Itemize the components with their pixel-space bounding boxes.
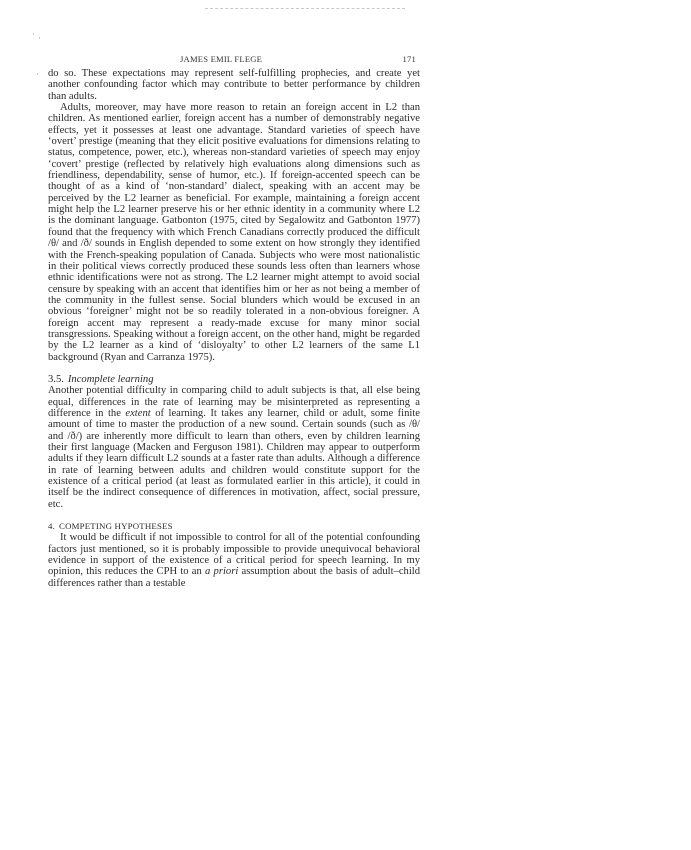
emphasis-a-priori: a priori: [205, 566, 239, 578]
section-heading-4: [48, 521, 420, 532]
paragraph-text: of learning. It takes any learner, child or adult, some finite amount of time to master the production of a new sound. Certain sounds (such as /θ/ and /ð/) are inherently more difficult to learn than others, even by children learning their first language (Macken and Ferguson 1981). Children may appear to outperform adults if they learn difficult L2 sounds at a faster rate than adults. Although a difference in rate of learning between adults and children would constitute support for the existence of a critical period (at least as formulated earlier in this article), it could in itself be the indirect consequence of differences in motivation, affect, social pressure, etc.: [48, 407, 421, 510]
running-head-author: JAMES EMIL FLEGE: [180, 54, 263, 64]
running-head: [48, 52, 420, 68]
scan-speck: ·: [38, 33, 41, 43]
paragraph-text: Another potential difficulty in comparing child to adult subjects is that, all else being equal, differences in the rate of learning may be misinterpreted as representing a difference in the: [48, 385, 420, 419]
paragraph-text: assumption about the basis of adult–child differences rather than a testable: [48, 566, 420, 589]
page-content: [48, 52, 420, 589]
section-heading-3-5: [48, 374, 420, 385]
paragraph-continuation: do so. These expectations may represent self-fulfilling prophecies, and create yet another confounding factor which may contribute to better performance by children than adults.: [48, 68, 420, 102]
scan-edge-mark: [205, 8, 405, 9]
section-title: COMPETING HYPOTHESES: [59, 521, 173, 532]
paragraph-text: It would be difficult if not impossible to control for all of the potential confounding factors just mentioned, so it is probably impossible to provide unequivocal behavioral evidence in support of the existence of a critical period for speech learning. In my opinion, this reduces the CPH to an: [48, 532, 420, 578]
paragraph-competing-hypotheses: [48, 532, 420, 589]
section-number: 4.: [48, 521, 55, 532]
paragraph-foreign-accent: Adults, moreover, may have more reason to retain an foreign accent in L2 than children. As mentioned earlier, foreign accent has a number of demonstrably negative effects, yet it possesses at least one advantage. Standard varieties of speech have ‘overt’ prestige (meaning that they elicit positive evaluations for dimensions relating to status, competence, power, etc.), whereas non-standard varieties of speech may enjoy ‘covert’ prestige (reflected by relatively high evaluations along dimensions such as friendliness, dependability, sense of humor, etc.). If foreign-accented speech can be thought of as a kind of ‘non-standard’ dialect, speaking with an accent may be perceived by the L2 learner as beneficial. For example, maintaining a foreign accent might help the L2 learner preserve his or her ethnic identity in a community where L2 is the dominant language. Gatbonton (1975, cited by Segalowitz and Gatbonton 1977) found that the frequency with which French Canadians correctly produced the difficult /θ/ and /ð/ sounds in English depended to some extent on how strongly they identified with the French-speaking population of Canada. Subjects who were most nationalistic in their political views correctly produced these sounds less often than learners whose ethnic identifications were not as strong. The L2 learner might attempt to avoid social censure by speaking with an accent that identifies him or her as not being a member of the community in the fullest sense. Social blunders which would be excused in an obvious ‘foreigner’ might not be so readily tolerated in a non-obvious foreigner. A foreign accent may represent a ready-made excuse for many minor social transgressions. Speaking without a foreign accent, on the other hand, might be regarded by the L2 learner as a kind of ‘disloyalty’ to other L2 learners of the same L1 background (Ryan and Carranza 1975).: [48, 102, 420, 363]
scan-speck: ·: [36, 69, 39, 79]
paragraph-incomplete-learning: [48, 385, 420, 510]
scan-speck: ·: [32, 29, 35, 39]
page-number: 171: [402, 54, 416, 64]
emphasis-extent: extent: [125, 407, 151, 419]
section-title: Incomplete learning: [67, 373, 154, 385]
section-number: 3.5.: [48, 373, 64, 385]
